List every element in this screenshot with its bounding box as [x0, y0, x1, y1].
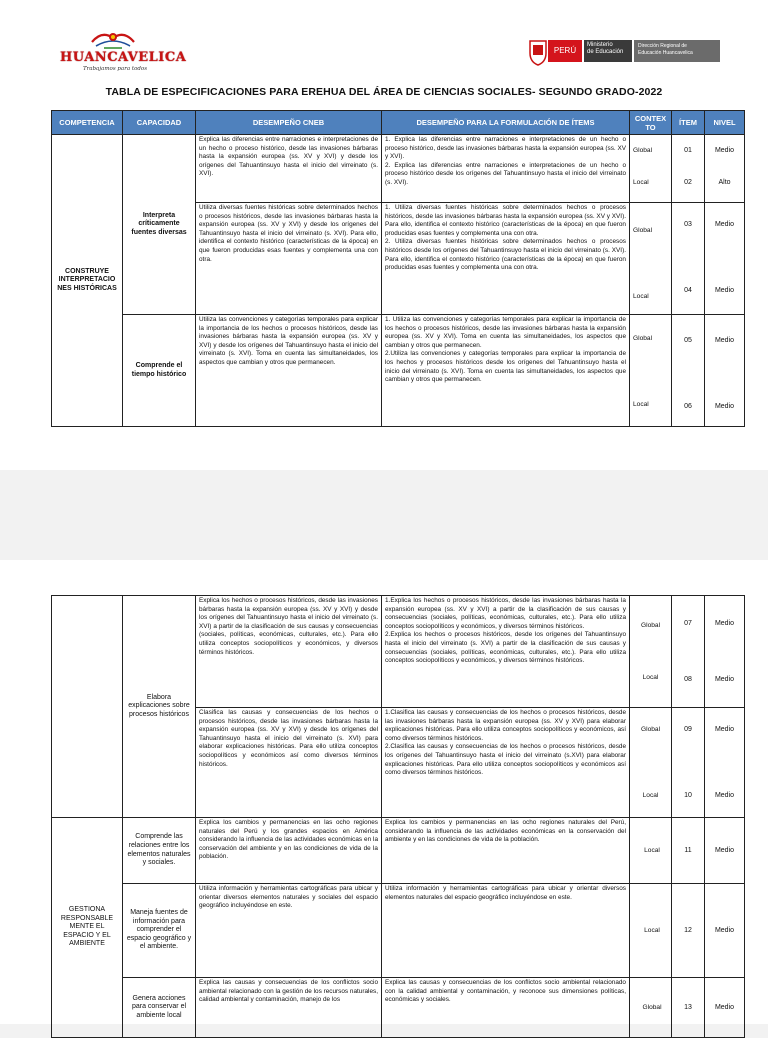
cneb-cell: Utiliza diversas fuentes históricas sobre determinados hechos o procesos históricos, desde las invasiones bárbaras hasta la expansión europea (ss. XV y XVI) y desde los orígenes del Tahuantinsuyo hasta el inicio del virreinato (s. XVI). Para ello, identifica el contexto histórico (características de la época) en que fueron producidas esas fuentes y complementa una con otra. [196, 203, 382, 315]
context-cell [630, 315, 672, 427]
nivel-value: Alto [718, 179, 731, 186]
item-description-cell [382, 596, 630, 708]
context-label: Local [630, 818, 672, 884]
item-number-cell [672, 596, 705, 708]
item-number: 03 [684, 221, 692, 228]
nivel-value: Medio [714, 337, 735, 344]
capacidad-cell: Comprende las relaciones entre los elementos naturales y sociales. [123, 818, 196, 884]
table-row [52, 884, 745, 978]
table-row [52, 978, 745, 1038]
capacidad-cell: Interpreta críticamente fuentes diversas [123, 135, 196, 315]
table-row [52, 315, 745, 427]
capacidad-cell: Elabora explicaciones sobre procesos históricos [123, 596, 196, 818]
nivel-value: Medio [705, 818, 745, 884]
huancavelica-logo [60, 28, 187, 80]
context-label: Local [633, 293, 649, 300]
context-cell [630, 203, 672, 315]
context-label: Global [633, 147, 653, 154]
column-header: NIVEL [705, 111, 745, 135]
item-description-cell [382, 315, 630, 427]
item-description-cell [382, 203, 630, 315]
crest-icon [90, 28, 136, 52]
page-two [0, 560, 768, 1024]
column-header: ÍTEM [672, 111, 705, 135]
table-row [52, 135, 745, 203]
item-description-cell: Utiliza información y herramientas cartográficas para ubicar y orientar diversos elementos naturales del espacio geográfico incluyéndose en este. [382, 884, 630, 978]
competencia-cell: GESTIONA RESPONSABLE MENTE EL ESPACIO Y EL AMBIENTE [52, 818, 123, 1038]
regional-label [634, 40, 720, 62]
item-description-cell: Explica los cambios y permanencias en las ocho regiones naturales del Perú, considerando la influencia de las actividades económicas en la conservación del ambiente y en las condiciones de vida de la población. [382, 818, 630, 884]
item-description: 1. Utiliza diversas fuentes históricas sobre determinados hechos o procesos históricos, desde las invasiones bárbaras hasta la expansión europea (ss. XV y XVI). Para ello, identifica el contexto histórico (características de la época) en que fueron producidas esas fuentes y complementa una con otra. [385, 204, 626, 237]
nivel-cell [705, 135, 745, 203]
item-number-cell [672, 135, 705, 203]
nivel-value: Medio [714, 726, 735, 733]
table-row [52, 818, 745, 884]
specification-table-continued [51, 595, 745, 1038]
context-cell [630, 596, 672, 708]
item-description: 2.Explica los hechos o procesos históricos, desde los orígenes del Tahuantinsuyo hasta el inicio del virreinato (s. XVI) a partir de la clasificación de sus causas y consecuencias (sociales, políticas, económicas, culturales, etc.). Para ello utiliza conceptos sociopolíticos y económicos, y diversos términos históricos. [385, 631, 626, 665]
item-number: 10 [684, 792, 692, 799]
item-number: 06 [684, 403, 692, 410]
nivel-value: Medio [714, 147, 735, 154]
nivel-cell [705, 203, 745, 315]
item-number-cell [672, 203, 705, 315]
item-number: 01 [684, 147, 692, 154]
minedu-logo [528, 38, 720, 66]
context-label: Local [633, 401, 649, 408]
item-number: 11 [672, 818, 705, 884]
nivel-cell [705, 315, 745, 427]
capacidad-cell: Genera acciones para conservar el ambiente local [123, 978, 196, 1038]
logo-name: HUANCAVELICA [60, 50, 187, 65]
regional-line: Dirección Regional de [638, 43, 687, 49]
peru-label: PERÚ [548, 40, 582, 62]
cneb-cell: Explica las causas y consecuencias de los conflictos socio ambiental relacionado con la gestión de los recursos naturales, calidad ambiental y contaminación, manejo de los [196, 978, 382, 1038]
item-number: 07 [684, 620, 692, 627]
item-description: 2. Explica las diferencias entre narraciones e interpretaciones de un hecho o proceso histórico desde los orígenes del Tahuantinsuyo hasta el inicio del virreinato (s. XVI). [385, 161, 626, 186]
cneb-cell: Explica las diferencias entre narraciones e interpretaciones de un hecho o proceso histórico, desde las invasiones bárbaras hasta la expansión europea (ss. XV y XVI) y desde los orígenes del Tahuantinsuyo hasta el inicio del virreinato (s. XVI). [196, 135, 382, 203]
context-label: Global [633, 227, 653, 234]
competencia-cell: CONSTRUYE INTERPRETACIO NES HISTÓRICAS [52, 135, 123, 427]
capacidad-cell: Comprende el tiempo histórico [123, 315, 196, 427]
item-description: 1.Clasifica las causas y consecuencias de los hechos o procesos históricos, desde las invasiones bárbaras hasta la expansión europea (ss. XV y XVI) para elaborar explicaciones históricas. Para ello utiliza conceptos sociopolíticos y económicos, así como diversos términos históricos. [385, 709, 626, 742]
context-label: Local [633, 179, 649, 186]
page-one [0, 0, 768, 470]
item-number: 08 [684, 676, 692, 683]
item-number: 02 [684, 179, 692, 186]
shield-icon [528, 38, 548, 66]
nivel-value: Medio [714, 792, 735, 799]
item-number: 04 [684, 287, 692, 294]
cneb-cell: Explica los cambios y permanencias en las ocho regiones naturales del Perú y los grandes espacios en América considerando la influencia de las actividades económicas en la conservación del ambiente y en las condiciones de vida de la población. [196, 818, 382, 884]
column-header: CAPACIDAD [123, 111, 196, 135]
context-label: Global [630, 978, 672, 1038]
context-cell [630, 708, 672, 818]
nivel-value: Medio [714, 620, 735, 627]
nivel-cell [705, 708, 745, 818]
item-description: 2.Utiliza las convenciones y categorías temporales para explicar la importancia de los hechos y procesos históricos desde los orígenes del Tahuantinsuyo hasta el inicio del virreinato (s. XVI). Toma en cuenta las simultaneidades, los aspectos que cambian y otros que permanecen. [385, 350, 626, 384]
ministry-line: Ministerio [587, 42, 613, 48]
column-header: CONTEX TO [630, 111, 672, 135]
context-label: Global [640, 726, 661, 733]
context-label: Local [630, 884, 672, 978]
item-description: 1.Explica los hechos o procesos históricos, desde las invasiones bárbaras hasta la expansión europea (ss. XV y XVI) a partir de la clasificación de sus causas y consecuencias (sociales, políticas, económicas, culturales, etc.). Para ello utiliza conceptos sociopolíticos y económicos, y diversos términos históricos. [385, 597, 626, 630]
competencia-cell-empty [52, 596, 123, 818]
context-label: Local [642, 792, 659, 799]
item-number: 05 [684, 337, 692, 344]
item-number: 09 [684, 726, 692, 733]
item-description: 1. Utiliza las convenciones y categorías temporales para explicar la importancia de los hechos o procesos históricos, desde las invasiones bárbaras hasta la expansión europea (ss. XV y XVI). Toma en cuenta las simultaneidades, los aspectos que cambian y otros que permanecen. [385, 316, 626, 349]
ministry-line: de Educación [587, 49, 624, 55]
context-label: Global [633, 335, 653, 342]
column-header: DESEMPEÑO CNEB [196, 111, 382, 135]
nivel-value: Medio [714, 221, 735, 228]
item-description: 2.Clasifica las causas y consecuencias de los hechos o procesos históricos, desde los orígenes del Tahuantinsuyo hasta el inicio del virreinato (s.XVI) para elaborar explicaciones históricas. Para ello utiliza conceptos sociopolíticos y económicos así como diversos términos históricos. [385, 743, 626, 777]
item-number: 12 [672, 884, 705, 978]
item-number: 13 [672, 978, 705, 1038]
nivel-value: Medio [714, 403, 735, 410]
item-description: 2. Utiliza diversas fuentes históricas sobre determinados hechos o procesos históricos desde los orígenes del Tahuantinsuyo hasta el inicio del virreinato (s. XVI). Para ello, identifica el contexto histórico (características de la época) en que fueron producidas esas fuentes y complementa una con otra. [385, 238, 626, 272]
cneb-cell: Clasifica las causas y consecuencias de los hechos o procesos históricos, desde las invasiones bárbaras hasta la expansión europea (ss. XV y XVI) y desde los orígenes del Tahuantinsuyo hasta el inicio del virreinato (s. XVI) para elaborar explicaciones históricas. Para ello utiliza conceptos sociopolíticos y económicos así como diversos términos históricos. [196, 708, 382, 818]
document-title: TABLA DE ESPECIFICACIONES PARA EREHUA DEL ÁREA DE CIENCIAS SOCIALES- SEGUNDO GRADO-2022 [105, 86, 663, 98]
nivel-value: Medio [714, 287, 735, 294]
context-label: Global [640, 622, 661, 629]
table-header-row [52, 111, 745, 135]
table-row [52, 596, 745, 708]
nivel-value: Medio [714, 676, 735, 683]
item-description-cell [382, 135, 630, 203]
column-header: DESEMPEÑO PARA LA FORMULACIÓN DE ÍTEMS [382, 111, 630, 135]
logo-tagline: Trabajamos para todos [82, 66, 148, 72]
item-description-cell [382, 708, 630, 818]
regional-line: Educación Huancavelica [638, 49, 693, 56]
specification-table [51, 110, 745, 427]
item-number-cell [672, 315, 705, 427]
context-cell [630, 135, 672, 203]
item-number-cell [672, 708, 705, 818]
cneb-cell: Utiliza información y herramientas cartográficas para ubicar y orientar diversos elementos naturales y sociales del espacio geográfico incluyéndose en este. [196, 884, 382, 978]
item-description: 1. Explica las diferencias entre narraciones e interpretaciones de un hecho o proceso histórico, desde las invasiones bárbaras hasta la expansión europea (ss. XV y XVI). [385, 136, 626, 161]
item-description-cell: Explica las causas y consecuencias de los conflictos socio ambiental relacionado con la calidad ambiental y contaminación, y reconoce sus dimensiones políticas, económicas y sociales. [382, 978, 630, 1038]
context-label: Local [642, 674, 659, 681]
cneb-cell: Utiliza las convenciones y categorías temporales para explicar la importancia de los hechos o procesos históricos, desde las invasiones bárbaras hasta la expansión europea (ss. XV y XVI) y desde los orígenes del Tahuantinsuyo hasta el inicio del virreinato (s. XVI). Toma en cuenta las simultaneidades, los aspectos que cambian y otros que permanecen. [196, 315, 382, 427]
nivel-value: Medio [705, 978, 745, 1038]
capacidad-cell: Maneja fuentes de información para comprender el espacio geográfico y el ambiente. [123, 884, 196, 978]
column-header: COMPETENCIA [52, 111, 123, 135]
cneb-cell: Explica los hechos o procesos históricos, desde las invasiones bárbaras hasta la expansión europea (ss. XV y XVI) y desde los orígenes del Tahuantinsuyo hasta el inicio del virreinato (s. XVI) a partir de la clasificación de sus causas y consecuencias (sociales, políticas, económicas, culturales, etc.). Para ello utiliza conceptos sociopolíticos y económicos, y diversos términos históricos. [196, 596, 382, 708]
ministry-label [584, 40, 632, 62]
nivel-cell [705, 596, 745, 708]
nivel-value: Medio [705, 884, 745, 978]
